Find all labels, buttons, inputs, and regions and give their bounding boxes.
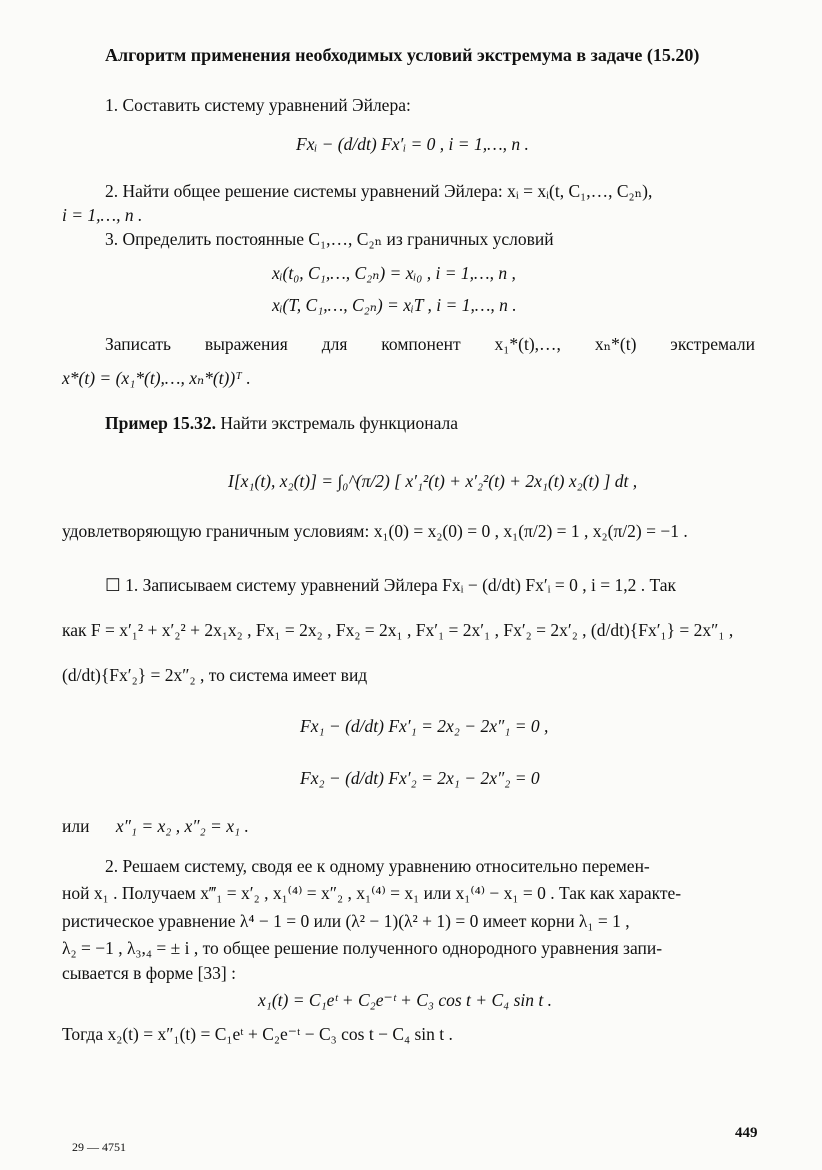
or-formula: x″₁ = x₂ , x″₂ = x₁ .: [115, 816, 249, 836]
algorithm-title: Алгоритм применения необходимых условий экстремума в задаче (15.20): [105, 45, 700, 65]
solution-p2-line5: сывается в форме [33] :: [62, 963, 236, 983]
solution-p2-line4: λ₂ = −1 , λ₃,₄ = ± i , то общее решение полученного однородного уравнения запи-: [62, 938, 663, 958]
solution-p1-line3: (d/dt){Fx′₂} = 2x″₂ , то система имеет вид: [62, 665, 368, 685]
step-1-formula: Fxᵢ − (d/dt) Fx′ᵢ = 0 , i = 1,…, n .: [296, 134, 529, 154]
step-4-continuation: x*(t) = (x₁*(t),…, xₙ*(t))ᵀ .: [62, 368, 251, 388]
signature-mark: 29 — 4751: [72, 1140, 126, 1154]
step-2-text: 2. Найти общее решение системы уравнений Эйлера: xᵢ = xᵢ(t, C₁,…, C₂ₙ),: [105, 181, 653, 201]
step-2-continuation: i = 1,…, n .: [62, 205, 143, 225]
system-equation-1: Fx₁ − (d/dt) Fx′₁ = 2x₂ − 2x″₁ = 0 ,: [300, 716, 549, 736]
page-number: 449: [735, 1125, 758, 1141]
step-3-formula-1: xᵢ(t₀, C₁,…, C₂ₙ) = xᵢ₀ , i = 1,…, n ,: [272, 263, 516, 283]
example-functional: I[x₁(t), x₂(t)] = ∫₀^(π/2) [ x′₁²(t) + x′₂²(t) + 2x₁(t) x₂(t) ] dt ,: [228, 471, 638, 491]
step-3-text: 3. Определить постоянные C₁,…, C₂ₙ из граничных условий: [105, 229, 554, 249]
example-text: Найти экстремаль функционала: [220, 413, 458, 433]
example-boundary-conditions: удовлетворяющую граничным условиям: x₁(0) = x₂(0) = 0 , x₁(π/2) = 1 , x₂(π/2) = −1 .: [62, 521, 688, 541]
solution-p2-line1: 2. Решаем систему, сводя ее к одному уравнению относительно перемен-: [105, 856, 650, 876]
system-equation-2: Fx₂ − (d/dt) Fx′₂ = 2x₁ − 2x″₂ = 0: [300, 768, 540, 788]
step-3-formula-2: xᵢ(T, C₁,…, C₂ₙ) = xᵢT , i = 1,…, n .: [272, 295, 517, 315]
solution-p1-line1: 1. Записываем систему уравнений Эйлера Fxᵢ − (d/dt) Fx′ᵢ = 0 , i = 1,2 . Так: [125, 575, 677, 595]
solution-p2-line3: ристическое уравнение λ⁴ − 1 = 0 или (λ² − 1)(λ² + 1) = 0 имеет корни λ₁ = 1 ,: [62, 911, 630, 931]
step-4-text: Записать выражения для компонент x₁*(t),…, xₙ*(t) экстремали: [105, 334, 755, 354]
example-label: Пример 15.32.: [105, 413, 216, 433]
solution-then-line: Тогда x₂(t) = x″₁(t) = C₁eᵗ + C₂e⁻ᵗ − C₃ cos t − C₄ sin t .: [62, 1024, 453, 1044]
step-1-text: 1. Составить систему уравнений Эйлера:: [105, 95, 411, 115]
general-solution: x₁(t) = C₁eᵗ + C₂e⁻ᵗ + C₃ cos t + C₄ sin t .: [258, 990, 553, 1010]
solution-start-marker: ☐: [105, 575, 121, 595]
solution-p1-line2: как F = x′₁² + x′₂² + 2x₁x₂ , Fx₁ = 2x₂ , Fx₂ = 2x₁ , Fx′₁ = 2x′₁ , Fx′₂ = 2x′₂ , (d/dt){Fx′₁} = 2x″₁ ,: [62, 620, 734, 640]
or-word: или: [62, 816, 90, 836]
solution-p2-line2: ной x₁ . Получаем x‴₁ = x′₂ , x₁⁽⁴⁾ = x″₂ , x₁⁽⁴⁾ = x₁ или x₁⁽⁴⁾ − x₁ = 0 . Так как характе-: [62, 883, 682, 903]
